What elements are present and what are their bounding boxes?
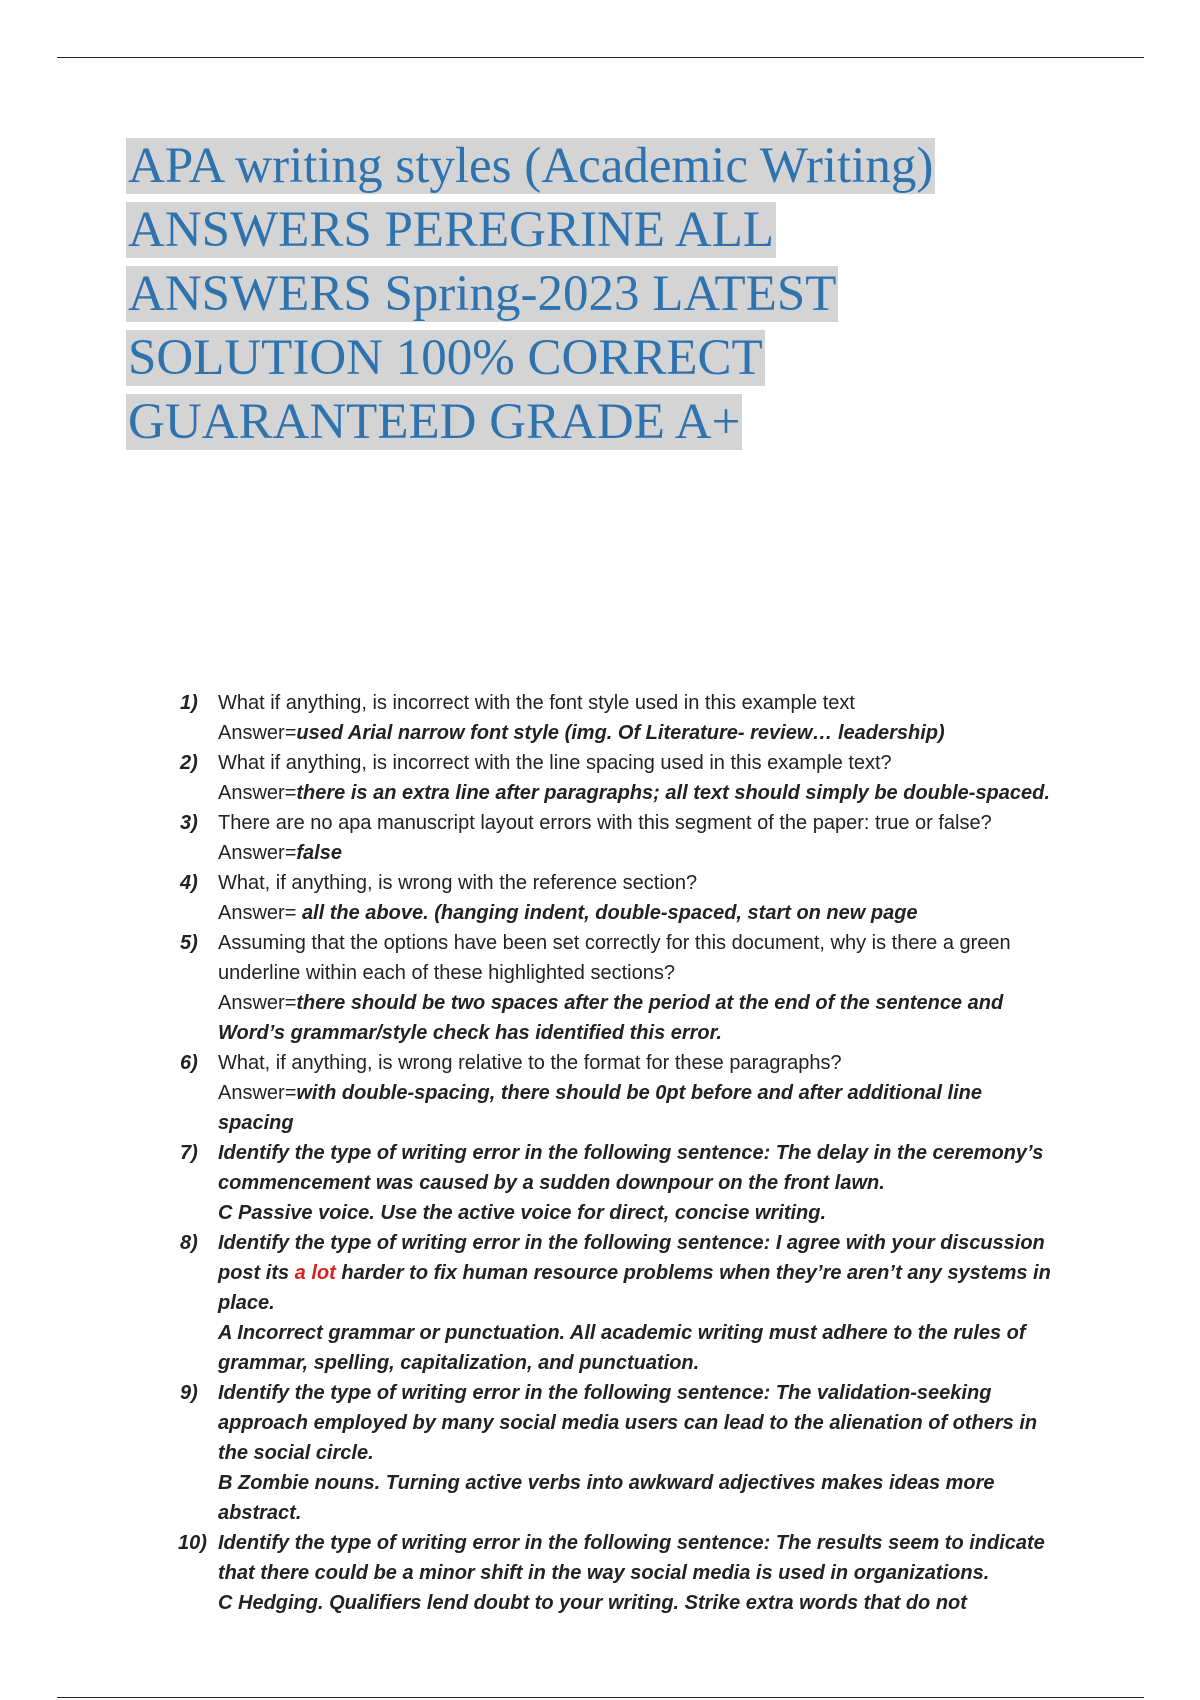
question-number: 4) xyxy=(180,872,198,894)
question-text: What, if anything, is wrong relative to the format for these paragraphs? xyxy=(218,1052,842,1074)
question-text: Identify the type of writing error in the following sentence: The validation-seeking approach employed by many social media users can lead to the alienation of others in the social circle. xyxy=(218,1382,1038,1464)
question-text xyxy=(218,1232,1051,1314)
question-text: There are no apa manuscript layout errors with this segment of the paper: true or false? xyxy=(218,812,992,834)
list-item xyxy=(180,868,1060,928)
title-line-3: ANSWERS Spring-2023 LATEST xyxy=(128,266,837,322)
list-item xyxy=(180,928,1060,1048)
question-text: What if anything, is incorrect with the font style used in this example text xyxy=(218,692,855,714)
list-item xyxy=(180,808,1060,868)
answer-text: used Arial narrow font style (img. Of Literature- review… leadership) xyxy=(296,722,945,744)
question-text-end: harder to fix human resource problems when they’re aren’t any systems in place. xyxy=(218,1262,1051,1314)
answer-text: A Incorrect grammar or punctuation. All academic writing must adhere to the rules of grammar, spelling, capitalization, and punctuation. xyxy=(218,1322,1026,1374)
question-number: 1) xyxy=(180,692,198,714)
question-number: 9) xyxy=(180,1382,198,1404)
title-line-4: SOLUTION 100% CORRECT xyxy=(128,330,763,386)
answer-prefix: Answer= xyxy=(218,992,297,1014)
title-line-2: ANSWERS PEREGRINE ALL xyxy=(128,202,775,258)
title-line-5: GUARANTEED GRADE A+ xyxy=(128,394,741,450)
question-text: Assuming that the options have been set correctly for this document, why is there a green underline within each of these highlighted sections? xyxy=(218,932,1011,984)
answer-text: all the above. (hanging indent, double-spaced, start on new page xyxy=(301,902,918,924)
answer-text: C Passive voice. Use the active voice for direct, concise writing. xyxy=(218,1202,827,1224)
question-text: What if anything, is incorrect with the line spacing used in this example text? xyxy=(218,752,892,774)
answer-prefix: Answer= xyxy=(218,722,297,744)
list-item xyxy=(180,748,1060,808)
top-rule xyxy=(57,57,1144,58)
question-number: 10) xyxy=(178,1532,207,1554)
list-item xyxy=(180,688,1060,748)
question-text-start: Identify the type of writing error in the following sentence: I agree with your discussion post its xyxy=(218,1232,1045,1284)
answer-prefix: Answer= xyxy=(218,782,297,804)
question-number: 3) xyxy=(180,812,198,834)
answer-prefix: Answer= xyxy=(218,1082,297,1104)
question-number: 5) xyxy=(180,932,198,954)
answer-text: there is an extra line after paragraphs; all text should simply be double-spaced. xyxy=(296,782,1050,804)
document-title xyxy=(126,134,1126,454)
answer-text: B Zombie nouns. Turning active verbs into awkward adjectives makes ideas more abstract. xyxy=(218,1472,995,1524)
question-text: Identify the type of writing error in the following sentence: The results seem to indicate that there could be a minor shift in the way social media is used in organizations. xyxy=(218,1532,1045,1584)
list-item xyxy=(180,1528,1060,1618)
list-item xyxy=(180,1228,1060,1378)
answer-text: false xyxy=(296,842,342,864)
answer-text: C Hedging. Qualifiers lend doubt to your writing. Strike extra words that do not xyxy=(218,1592,967,1614)
question-number: 2) xyxy=(180,752,198,774)
title-line-1: APA writing styles (Academic Writing) xyxy=(128,138,934,194)
question-number: 7) xyxy=(180,1142,198,1164)
question-text: What, if anything, is wrong with the reference section? xyxy=(218,872,698,894)
list-item xyxy=(180,1378,1060,1528)
list-item xyxy=(180,1138,1060,1228)
question-list xyxy=(180,688,1060,1618)
answer-text: with double-spacing, there should be 0pt before and after additional line spacing xyxy=(218,1082,982,1134)
question-text: Identify the type of writing error in the following sentence: The delay in the ceremony’s commencement was caused by a sudden downpour on the front lawn. xyxy=(218,1142,1044,1194)
answer-prefix: Answer= xyxy=(218,902,302,924)
answer-text: there should be two spaces after the period at the end of the sentence and Word’s grammar/style check has identified this error. xyxy=(218,992,1004,1044)
bottom-rule xyxy=(57,1697,1144,1698)
question-number: 8) xyxy=(180,1232,198,1254)
question-number: 6) xyxy=(180,1052,198,1074)
highlighted-error-phrase: a lot xyxy=(294,1262,336,1284)
answer-prefix: Answer= xyxy=(218,842,297,864)
list-item xyxy=(180,1048,1060,1138)
